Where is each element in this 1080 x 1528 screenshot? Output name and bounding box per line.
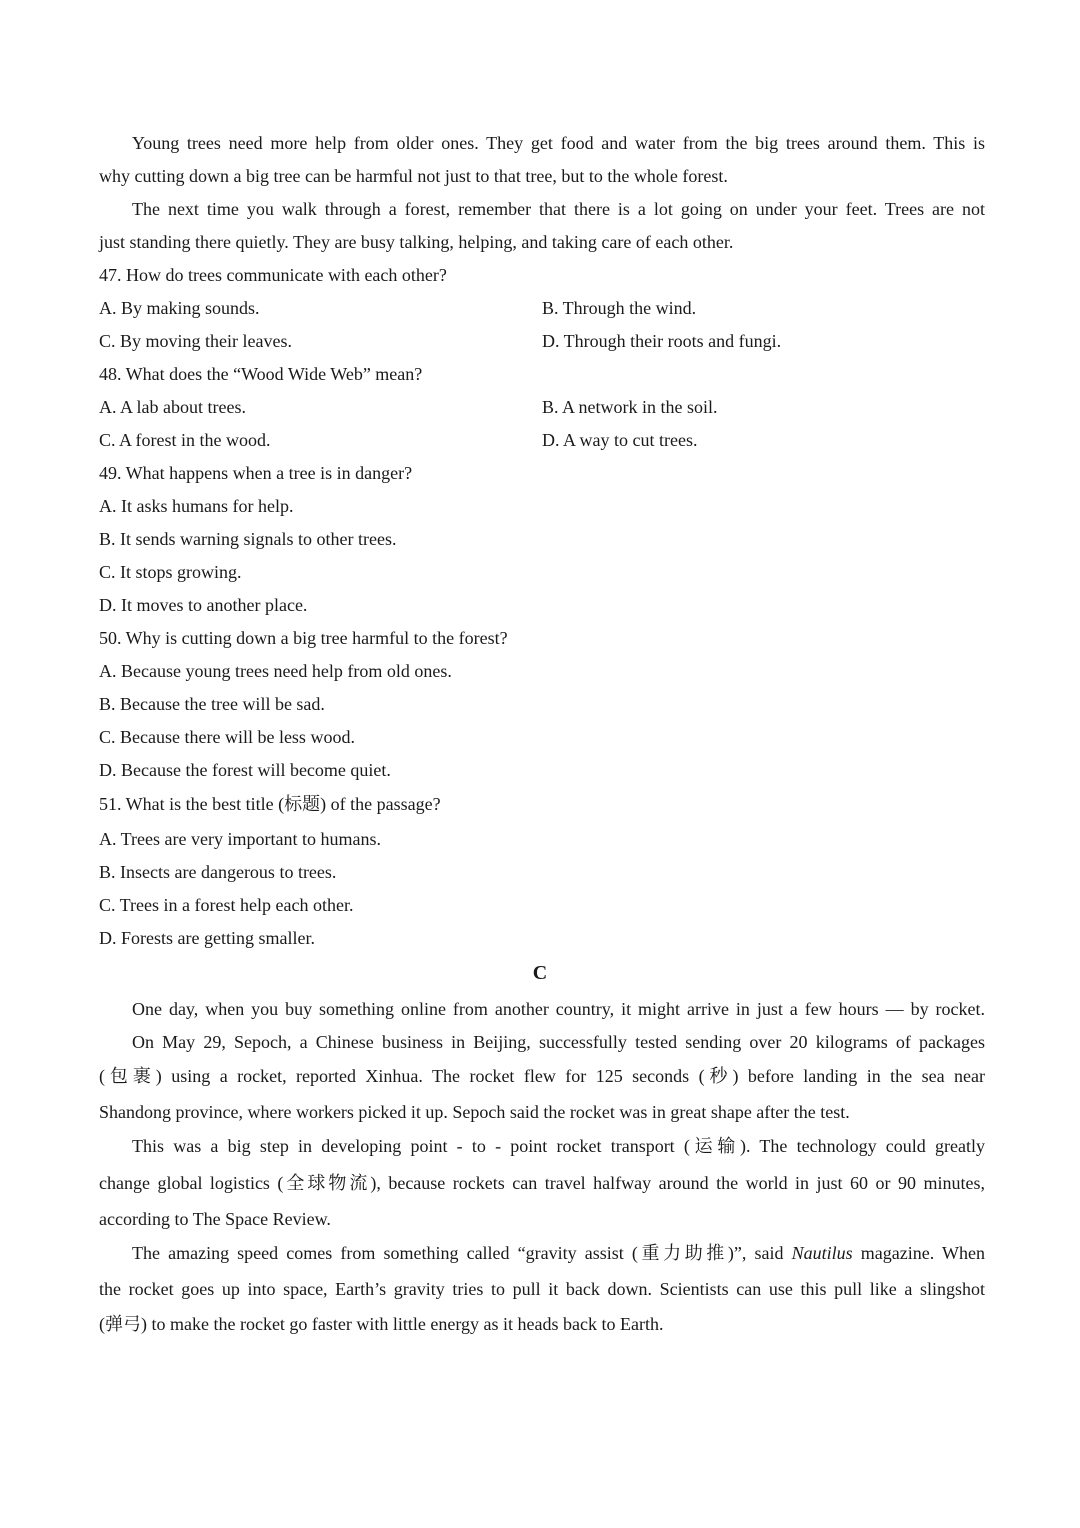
question-47-option-a: A. By making sounds. [99,298,260,318]
question-47-stem: 47. How do trees communicate with each other? [99,265,447,285]
magazine-name: Nautilus [791,1243,853,1263]
question-47-option-b: B. Through the wind. [542,298,697,318]
question-48-option-d: D. A way to cut trees. [542,430,698,450]
passage-c-paragraph-3-line-2: change global logistics (全球物流), because rockets can travel halfway around the world in just 60 or 90 minutes, [99,1173,985,1193]
section-heading-c: C [532,962,548,984]
question-51-stem: 51. What is the best title (标题) of the passage? [99,794,441,814]
passage-c-paragraph-3-line-1: This was a big step in developing point - to - point rocket transport (运输). The technology could greatly [132,1136,985,1156]
passage-b-paragraph-2-line-2: just standing there quietly. They are busy talking, helping, and taking care of each other. [99,232,734,252]
question-50-option-c: C. Because there will be less wood. [99,727,355,747]
question-51-option-a: A. Trees are very important to humans. [99,829,381,849]
question-49-option-c: C. It stops growing. [99,562,242,582]
passage-b-paragraph-1-line-1: Young trees need more help from older ones. They get food and water from the big trees around them. This is [132,133,985,153]
question-48-option-b: B. A network in the soil. [542,397,718,417]
passage-b-paragraph-2-line-1: The next time you walk through a forest, remember that there is a lot going on under your feet. Trees are not [132,199,985,219]
question-49-stem: 49. What happens when a tree is in danger? [99,463,413,483]
question-47-option-d: D. Through their roots and fungi. [542,331,782,351]
question-51-option-b: B. Insects are dangerous to trees. [99,862,337,882]
question-50-stem: 50. Why is cutting down a big tree harmful to the forest? [99,628,508,648]
passage-c-paragraph-4-line-1 [132,1244,985,1262]
question-51-option-c: C. Trees in a forest help each other. [99,895,354,915]
question-49-option-d: D. It moves to another place. [99,595,308,615]
paragraph-4-text-before-magazine: The amazing speed comes from something called “gravity assist (重力助推)”, said [132,1243,792,1263]
question-47-option-c: C. By moving their leaves. [99,331,292,351]
passage-c-paragraph-2-line-1: On May 29, Sepoch, a Chinese business in Beijing, successfully tested sending over 20 kilograms of packages [132,1032,985,1052]
question-48-stem: 48. What does the “Wood Wide Web” mean? [99,364,423,384]
question-48-option-a: A. A lab about trees. [99,397,246,417]
question-48-option-c: C. A forest in the wood. [99,430,271,450]
passage-c-paragraph-1: One day, when you buy something online from another country, it might arrive in just a few hours — by rocket. [132,999,985,1019]
passage-b-paragraph-1-line-2: why cutting down a big tree can be harmful not just to that tree, but to the whole forest. [99,166,728,186]
passage-c-paragraph-4-line-2: the rocket goes up into space, Earth’s gravity tries to pull it back down. Scientists can use this pull like a slingshot [99,1279,985,1299]
passage-c-paragraph-4-line-3: (弹弓) to make the rocket go faster with little energy as it heads back to Earth. [99,1314,664,1334]
question-50-option-a: A. Because young trees need help from old ones. [99,661,452,681]
question-50-option-d: D. Because the forest will become quiet. [99,760,391,780]
paragraph-4-text-after-magazine: magazine. When [852,1243,985,1263]
passage-c-paragraph-2-line-2: (包裹) using a rocket, reported Xinhua. The rocket flew for 125 seconds (秒) before landing in the sea near [99,1066,985,1086]
question-51-option-d: D. Forests are getting smaller. [99,928,315,948]
question-49-option-a: A. It asks humans for help. [99,496,294,516]
passage-c-paragraph-3-line-3: according to The Space Review. [99,1209,331,1229]
question-49-option-b: B. It sends warning signals to other trees. [99,529,397,549]
question-50-option-b: B. Because the tree will be sad. [99,694,325,714]
passage-c-paragraph-2-line-3: Shandong province, where workers picked it up. Sepoch said the rocket was in great shape after the test. [99,1102,850,1122]
